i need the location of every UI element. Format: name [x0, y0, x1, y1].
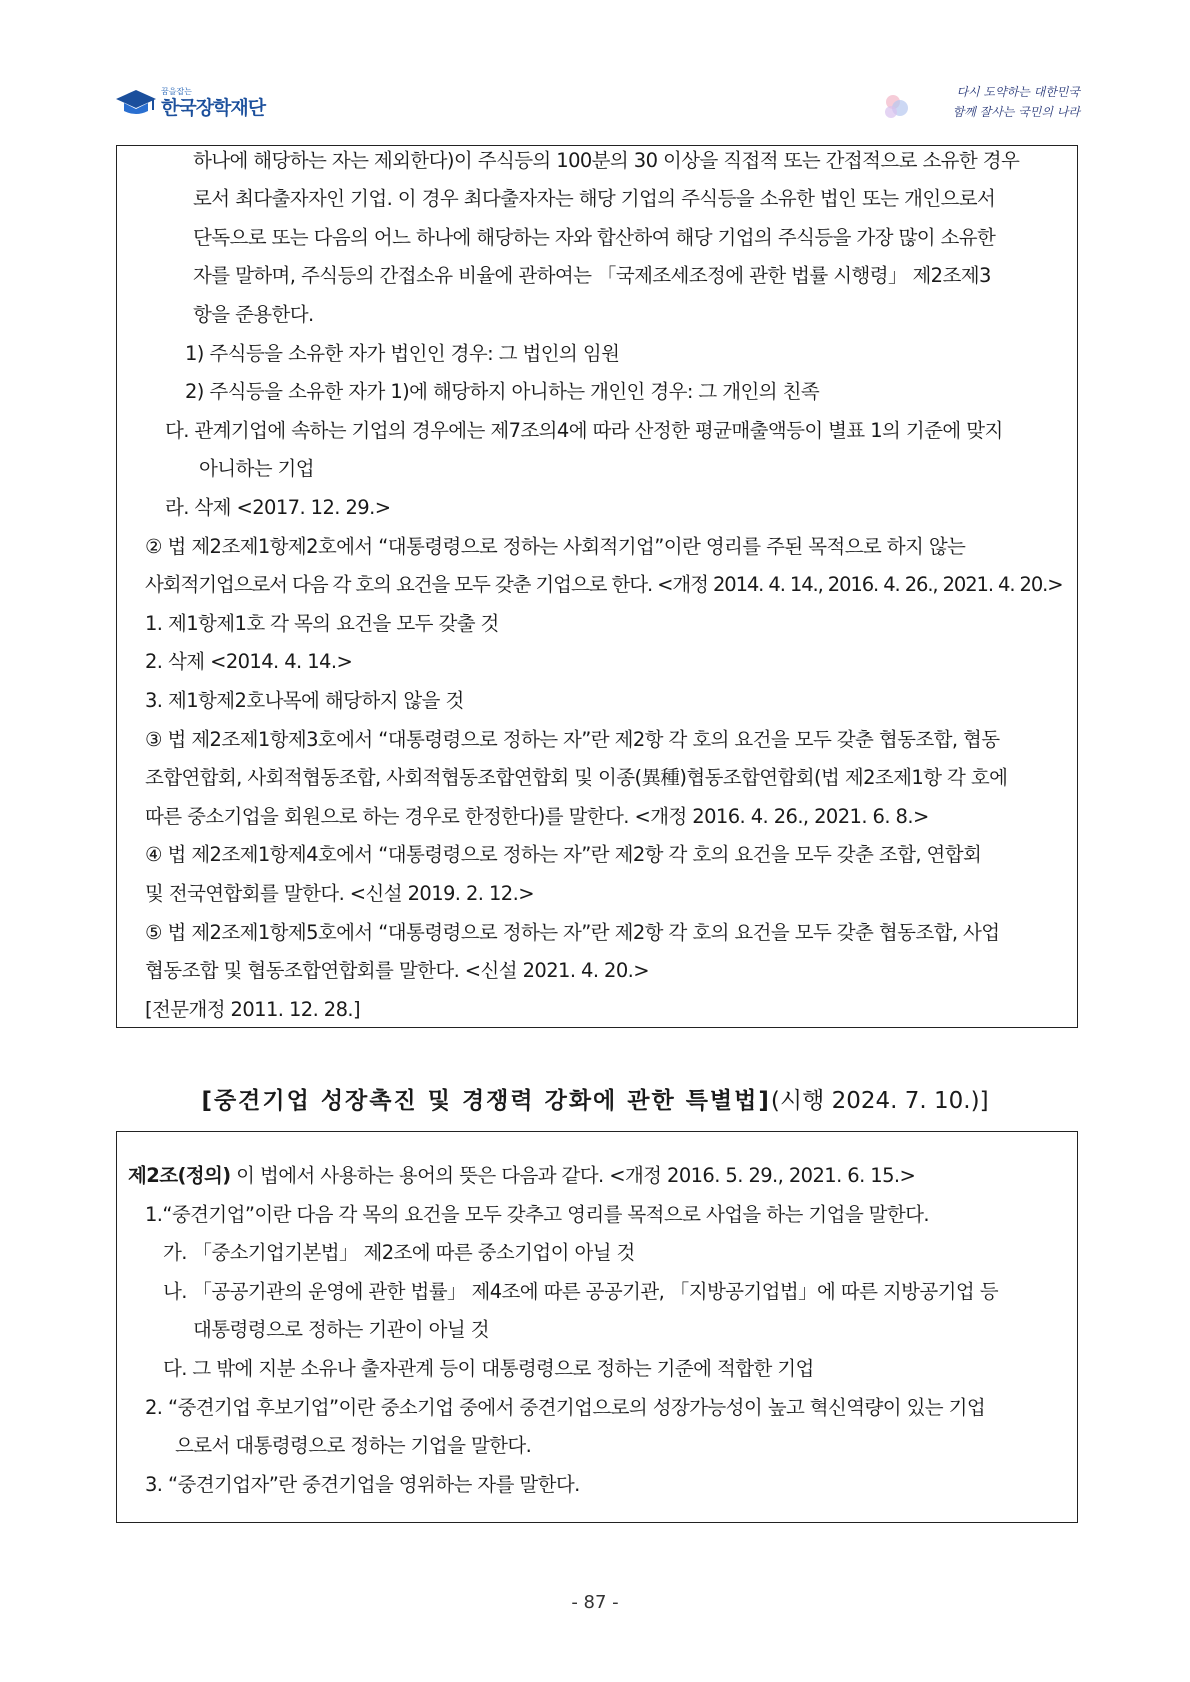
- text-line: ⑤ 법 제2조제1항제5호에서 “대통령령으로 정하는 자”란 제2항 각 호의 요건을 모두 갖춘 협동조합, 사업: [145, 921, 1000, 944]
- text-line: 3. 제1항제2호나목에 해당하지 않을 것: [145, 689, 464, 712]
- text-line: 1) 주식등을 소유한 자가 법인인 경우: 그 법인의 임원: [185, 342, 620, 365]
- article-label: 제2조(정의): [128, 1164, 231, 1187]
- law-excerpt-box-2: [116, 1131, 1078, 1523]
- article-intro: 이 법에서 사용하는 용어의 뜻은 다음과 같다. <개정 2016. 5. 29., 2021. 6. 15.>: [230, 1164, 916, 1187]
- text-line: [전문개정 2011. 12. 28.]: [145, 998, 361, 1021]
- text-line: 조합연합회, 사회적협동조합, 사회적협동조합연합회 및 이종(異種)협동조합연합회(법 제2조제1항 각 호에: [145, 766, 1008, 789]
- text-line: 단독으로 또는 다음의 어느 하나에 해당하는 자와 합산하여 해당 기업의 주식등을 가장 많이 소유한: [193, 226, 996, 249]
- text-line: 1.“중견기업”이란 다음 각 목의 요건을 모두 갖추고 영리를 목적으로 사업을 하는 기업을 말한다.: [145, 1203, 929, 1226]
- text-line: 하나에 해당하는 자는 제외한다)이 주식등의 100분의 30 이상을 직접적 또는 간접적으로 소유한 경우: [193, 149, 1020, 172]
- text-line: 나. 「공공기관의 운영에 관한 법률」 제4조에 따른 공공기관, 「지방공기업법」에 따른 지방공기업 등: [163, 1280, 998, 1303]
- text-line: 대통령령으로 정하는 기관이 아닐 것: [193, 1318, 489, 1341]
- text-line: 다. 관계기업에 속하는 기업의 경우에는 제7조의4에 따라 산정한 평균매출액등이 별표 1의 기준에 맞지: [165, 419, 1003, 442]
- page-header: [0, 0, 1190, 145]
- text-line: 자를 말하며, 주식등의 간접소유 비율에 관하여는 「국제조세조정에 관한 법률 시행령」 제2조제3: [193, 264, 991, 287]
- government-slogan: [880, 82, 1080, 132]
- logo-name: 한국장학재단: [161, 97, 266, 119]
- text-line: 아니하는 기업: [199, 457, 315, 480]
- slogan-line-2: 함께 잘사는 국민의 나라: [952, 105, 1080, 119]
- law-excerpt-box-1: [116, 145, 1078, 1028]
- text-line: 항을 준용한다.: [193, 303, 314, 326]
- text-line: 라. 삭제 <2017. 12. 29.>: [165, 496, 391, 519]
- text-line: 사회적기업으로서 다음 각 호의 요건을 모두 갖춘 기업으로 한다. <개정 2014. 4. 14., 2016. 4. 26., 2021. 4. 20.>: [145, 573, 1063, 596]
- text-line: 으로서 대통령령으로 정하는 기업을 말한다.: [175, 1434, 532, 1457]
- logo-tagline: 꿈을잡는: [161, 87, 192, 96]
- text-line: 3. “중견기업자”란 중견기업을 영위하는 자를 말한다.: [145, 1473, 580, 1496]
- text-line: 협동조합 및 협동조합연합회를 말한다. <신설 2021. 4. 20.>: [145, 959, 649, 982]
- text-line: 로서 최다출자자인 기업. 이 경우 최다출자자는 해당 기업의 주식등을 소유한 법인 또는 개인으로서: [193, 187, 996, 210]
- text-line: ③ 법 제2조제1항제3호에서 “대통령령으로 정하는 자”란 제2항 각 호의 요건을 모두 갖춘 협동조합, 협동: [145, 728, 1000, 751]
- text-line: 및 전국연합회를 말한다. <신설 2019. 2. 12.>: [145, 882, 534, 905]
- text-line: 2) 주식등을 소유한 자가 1)에 해당하지 아니하는 개인인 경우: 그 개인의 친족: [185, 380, 820, 403]
- kosaf-logo: [115, 86, 265, 120]
- text-line: 1. 제1항제1호 각 목의 요건을 모두 갖출 것: [145, 612, 499, 635]
- article-heading: [128, 1161, 915, 1191]
- text-line: 다. 그 밖에 지분 소유나 출자관계 등이 대통령령으로 정하는 기준에 적합한 기업: [163, 1357, 814, 1380]
- text-line: 2. 삭제 <2014. 4. 14.>: [145, 650, 353, 673]
- slogan-line-1: 다시 도약하는 대한민국: [956, 85, 1080, 99]
- graduation-cap-icon: [115, 86, 157, 120]
- text-line: 2. “중견기업 후보기업”이란 중소기업 중에서 중견기업으로의 성장가능성이 높고 혁신역량이 있는 기업: [145, 1396, 986, 1419]
- text-line: 가. 「중소기업기본법」 제2조에 따른 중소기업이 아닐 것: [163, 1241, 635, 1264]
- text-line: ② 법 제2조제1항제2호에서 “대통령령으로 정하는 사회적기업”이란 영리를 주된 목적으로 하지 않는: [145, 535, 966, 558]
- slogan-emblem-icon: [880, 88, 916, 124]
- text-line: 따른 중소기업을 회원으로 하는 경우로 한정한다)를 말한다. <개정 2016. 4. 26., 2021. 6. 8.>: [145, 805, 929, 828]
- section-title-date: (시행 2024. 7. 10.)]: [770, 1088, 989, 1114]
- section-title-main: [중견기업 성장촉진 및 경쟁력 강화에 관한 특별법]: [201, 1088, 771, 1114]
- page-number: - 87 -: [571, 1592, 619, 1613]
- section-title: [0, 1082, 1190, 1115]
- text-line: ④ 법 제2조제1항제4호에서 “대통령령으로 정하는 자”란 제2항 각 호의 요건을 모두 갖춘 조합, 연합회: [145, 843, 982, 866]
